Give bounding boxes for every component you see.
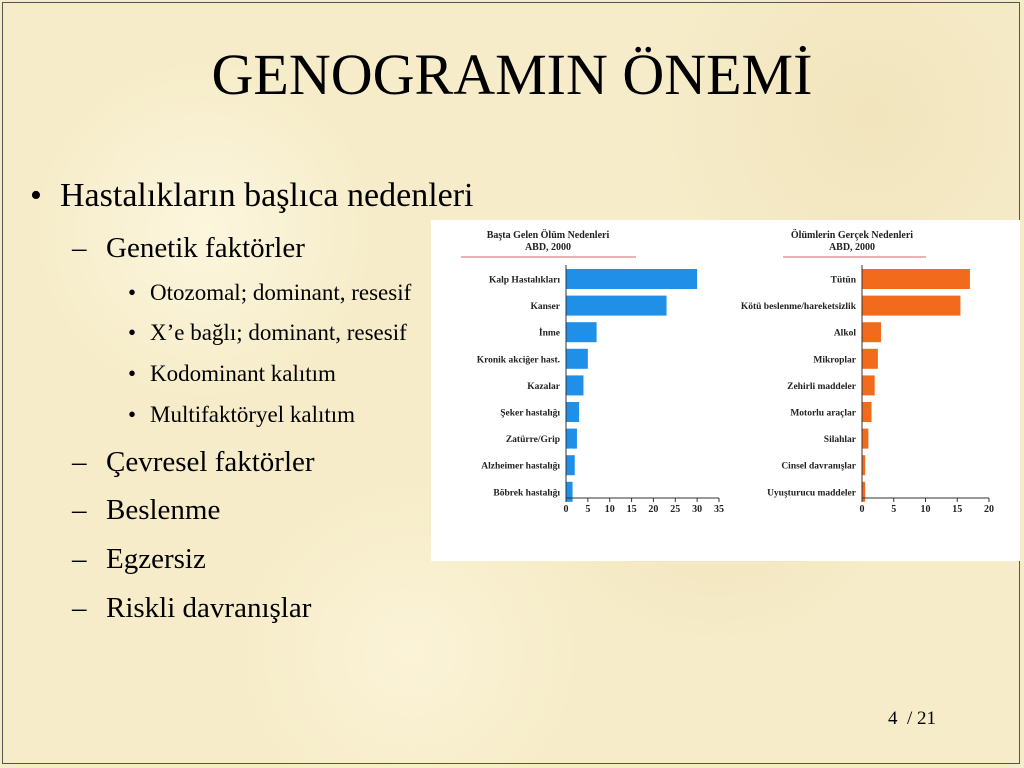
right-x-tick-label: 15: [952, 504, 963, 515]
bullet-sub-text: Otozomal; dominant, resesif: [150, 280, 412, 305]
right-category-label: Silahlar: [823, 435, 856, 446]
bullet-sub-2: [128, 318, 407, 348]
bullet-sub-1: [128, 278, 411, 308]
bullet-genetic-text: Genetik faktörler: [106, 232, 305, 264]
slide-title: GENOGRAMIN ÖNEMİ: [211, 42, 813, 107]
page-number: [888, 708, 936, 730]
bullet-risky-behaviour: [72, 590, 311, 626]
bullet-genetic: [72, 230, 305, 266]
left-bar: [566, 429, 577, 449]
bullet-more-text: Egzersiz: [106, 543, 206, 575]
bullet-sub-3: [128, 359, 336, 389]
right-chart-title: Ölümlerin Gerçek Nedenleri: [790, 230, 914, 241]
right-chart-subtitle: ABD, 2000: [828, 242, 876, 253]
bullet-sub-text: X’e bağlı; dominant, resesif: [150, 320, 407, 345]
right-x-tick-label: 20: [984, 504, 994, 515]
left-category-label: Şeker hastalığı: [500, 408, 560, 419]
right-x-tick-label: 0: [859, 504, 865, 515]
left-category-label: Kalp Hastalıkları: [489, 275, 560, 286]
bullet-marker: •: [128, 280, 137, 305]
left-x-tick-label: 35: [714, 504, 724, 515]
right-x-tick-label: 10: [920, 504, 931, 515]
left-bar: [566, 375, 583, 395]
bullet-marker: •: [128, 361, 137, 386]
left-bar: [566, 455, 575, 475]
right-category-label: Motorlu araçlar: [790, 408, 856, 419]
bullet-nutrition: [72, 492, 220, 528]
right-bar: [862, 269, 970, 289]
left-category-label: İnme: [538, 328, 560, 339]
right-category-label: Uyuşturucu maddeler: [767, 488, 856, 499]
right-bar: [862, 296, 960, 316]
bullet-sub-4: [128, 400, 355, 430]
left-category-label: Alzheimer hastalığı: [481, 461, 560, 472]
bullet-marker: •: [128, 402, 137, 427]
right-category-label: Zehirli maddeler: [787, 381, 856, 392]
left-category-label: Kanser: [530, 302, 560, 313]
bullet-sub-text: Multifaktöryel kalıtım: [150, 402, 356, 427]
right-bar: [862, 429, 868, 449]
bullet-marker: •: [30, 177, 42, 214]
right-category-label: Mikroplar: [813, 355, 856, 366]
left-bar: [566, 482, 573, 502]
right-bar: [862, 322, 881, 342]
bullet-marker: •: [128, 320, 137, 345]
left-category-label: Böbrek hastalığı: [493, 488, 560, 499]
left-x-tick-label: 5: [585, 504, 591, 515]
left-chart-subtitle: ABD, 2000: [524, 242, 572, 253]
left-bar: [566, 296, 667, 316]
bullet-more-text: Riskli davranışlar: [106, 592, 312, 624]
bar-charts: [431, 220, 1020, 561]
bullet-sub-text: Kodominant kalıtım: [150, 361, 336, 386]
left-x-tick-label: 30: [692, 504, 703, 515]
left-x-tick-label: 15: [626, 504, 637, 515]
left-chart-title: Başta Gelen Ölüm Nedenleri: [486, 230, 610, 241]
right-category-label: Kötü beslenme/hareketsizlik: [740, 302, 856, 313]
right-category-label: Alkol: [833, 328, 856, 339]
left-x-tick-label: 0: [563, 504, 569, 515]
dash-marker: –: [72, 494, 87, 526]
left-x-tick-label: 10: [604, 504, 615, 515]
page-current: 4: [888, 708, 898, 729]
left-category-label: Zatürre/Grip: [505, 435, 560, 446]
bullet-more-text: Beslenme: [106, 494, 221, 526]
bullet-main-text: Hastalıkların başlıca nedenleri: [60, 177, 474, 214]
dash-marker: –: [72, 543, 87, 575]
right-bar: [862, 375, 875, 395]
left-bar: [566, 322, 597, 342]
left-bar: [566, 402, 579, 422]
right-x-tick-label: 5: [891, 504, 897, 515]
right-bar: [862, 402, 872, 422]
page-total: / 21: [907, 708, 937, 729]
bullet-main: [30, 174, 474, 218]
right-category-label: Tütün: [830, 275, 856, 286]
left-bar: [566, 349, 588, 369]
left-bar: [566, 269, 697, 289]
left-x-tick-label: 20: [648, 504, 659, 515]
right-category-label: Cinsel davranışlar: [781, 461, 856, 472]
bullet-environment: [72, 444, 315, 480]
bullet-exercise: [72, 541, 206, 577]
dash-marker: –: [72, 592, 87, 624]
right-bar: [862, 349, 878, 369]
left-category-label: Kronik akciğer hast.: [476, 355, 560, 366]
dash-marker: –: [72, 232, 87, 264]
chart-panel: [431, 220, 1020, 561]
left-category-label: Kazalar: [527, 381, 560, 392]
left-x-tick-label: 25: [670, 504, 681, 515]
bullet-more-text: Çevresel faktörler: [106, 446, 315, 478]
dash-marker: –: [72, 446, 87, 478]
